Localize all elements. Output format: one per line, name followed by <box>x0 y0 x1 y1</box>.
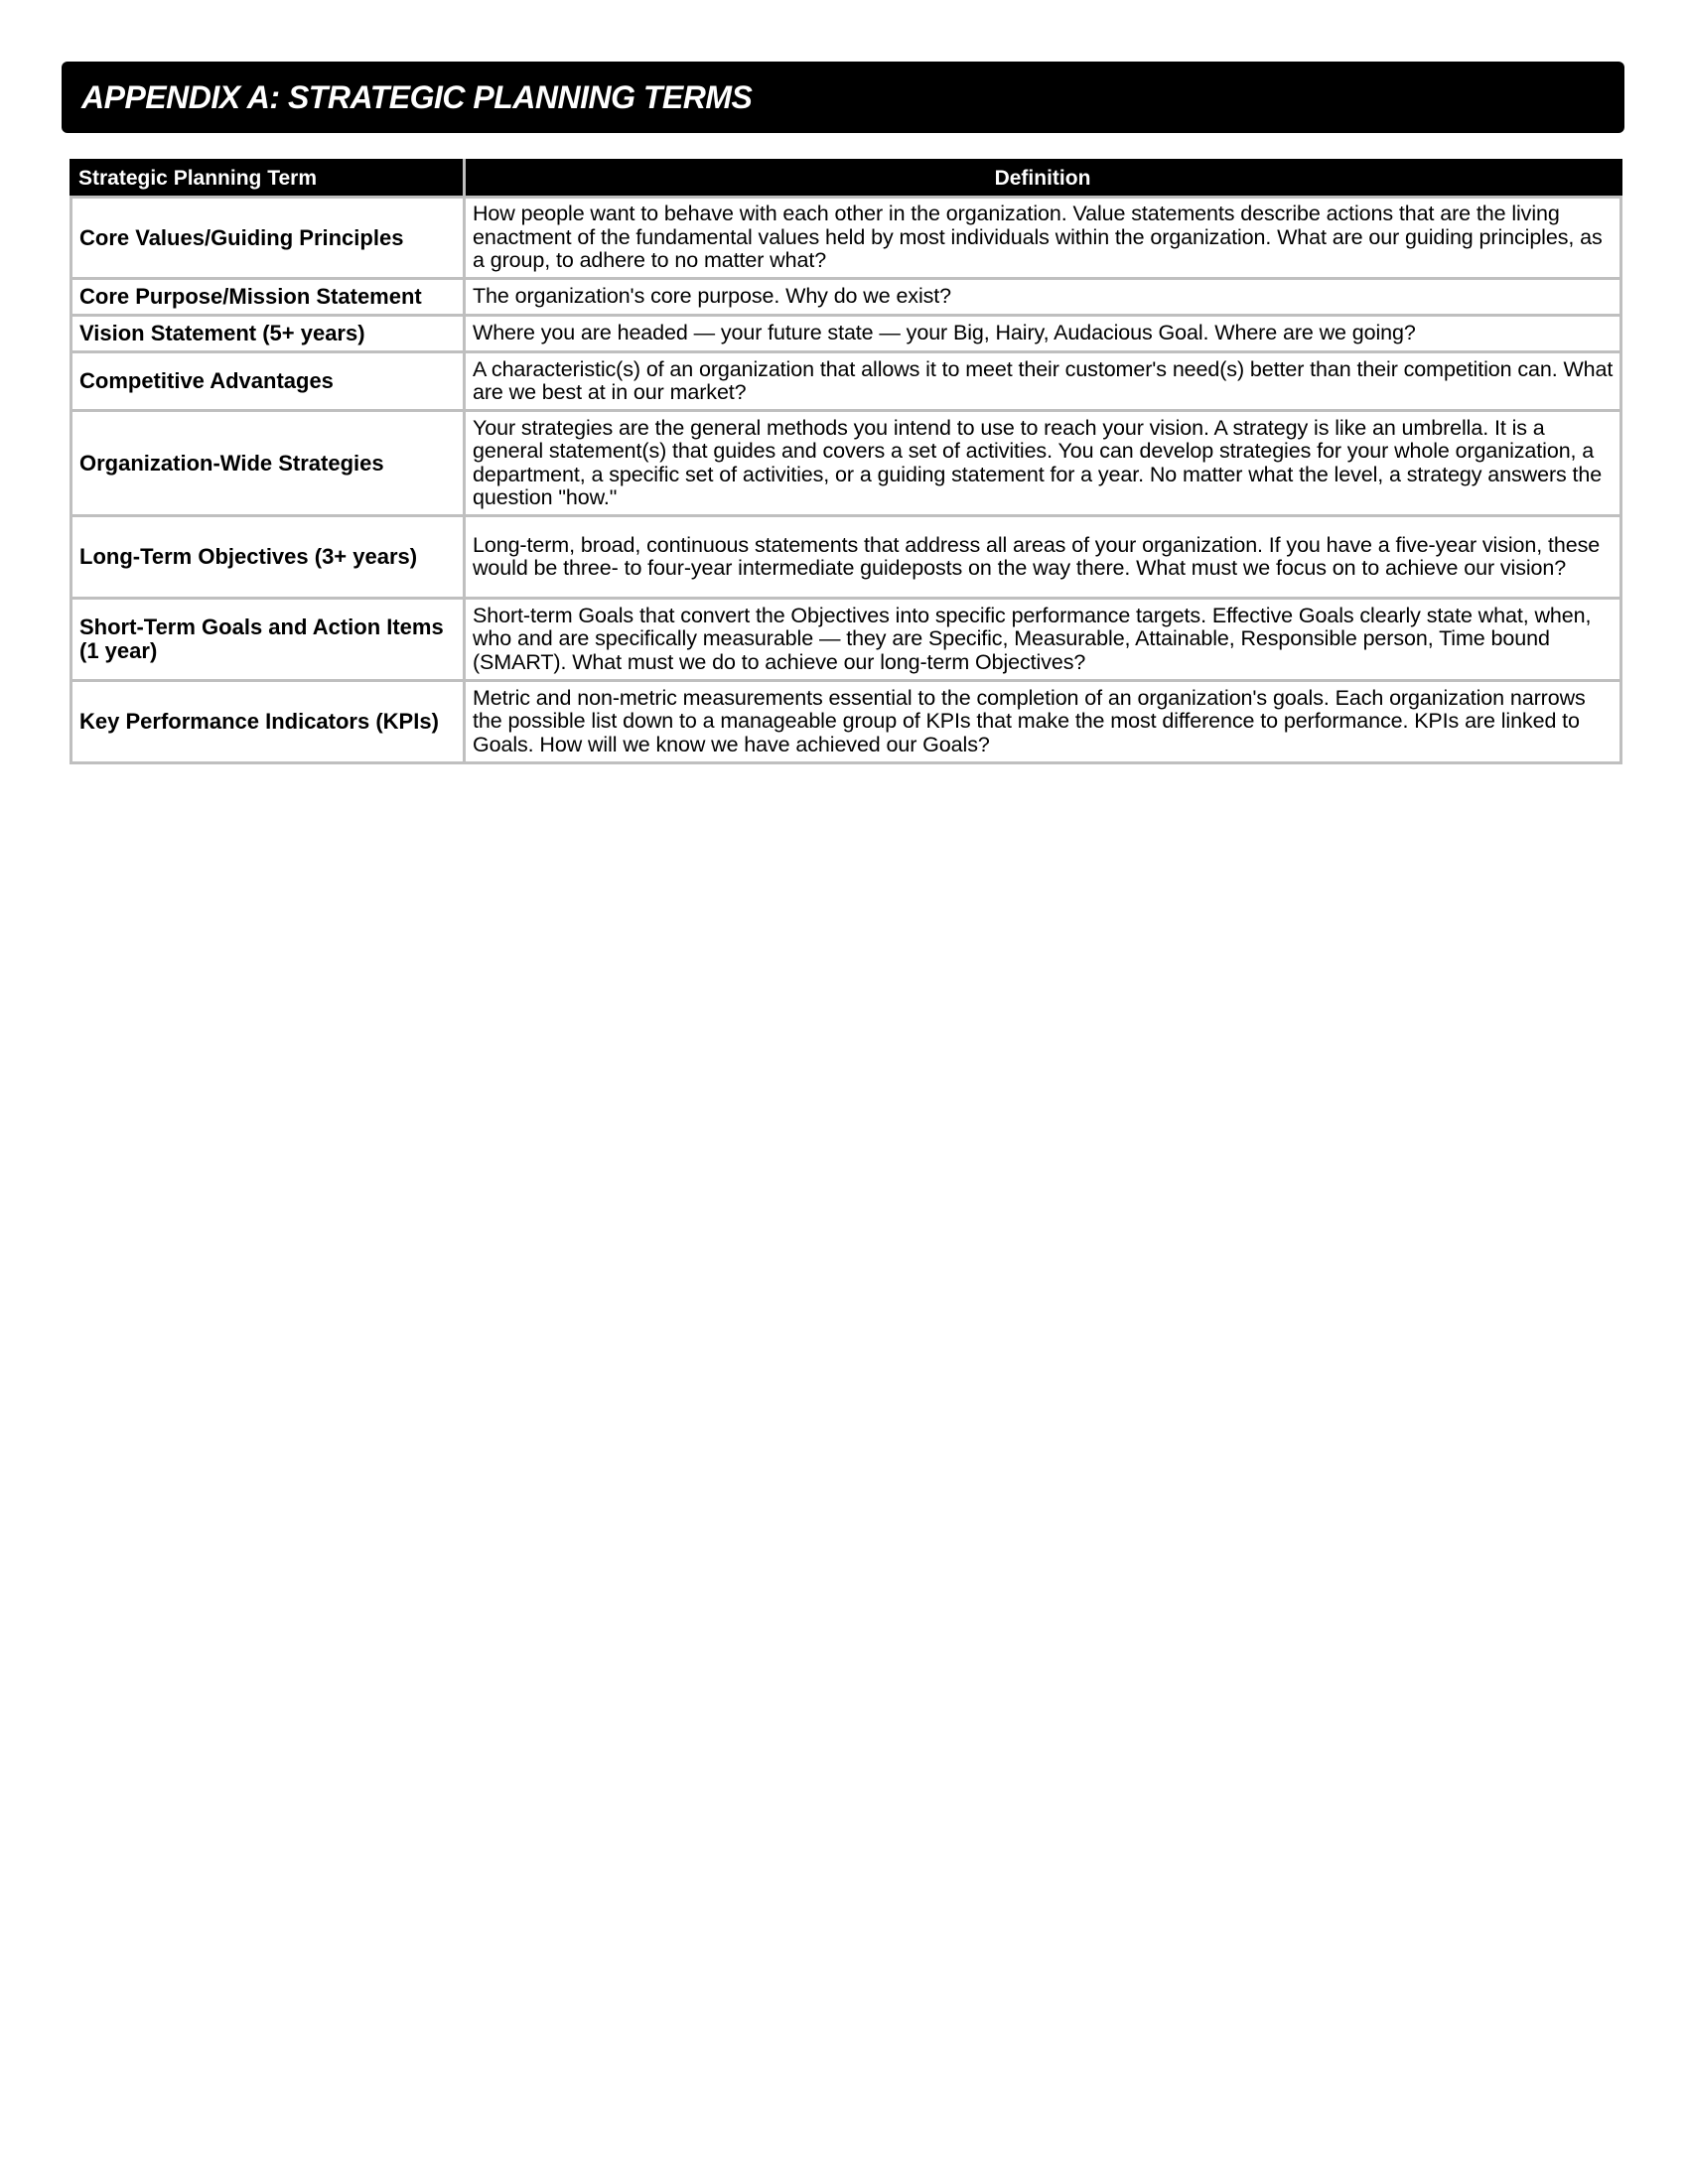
term-cell: Key Performance Indicators (KPIs) <box>71 681 465 763</box>
appendix-title-bar <box>62 62 1624 133</box>
definition-cell: Metric and non-metric measurements essential to the completion of an organization's goals. Each organization narrows the possible list down to a manageable group of KPIs that make the most difference to performance. KPIs are linked to Goals. How will we know we have achieved our Goals? <box>465 681 1621 763</box>
table-row <box>71 352 1621 411</box>
term-cell: Short-Term Goals and Action Items (1 year) <box>71 599 465 681</box>
page-title: APPENDIX A: STRATEGIC PLANNING TERMS <box>81 78 753 115</box>
table-row <box>71 279 1621 316</box>
definition-cell: Your strategies are the general methods you intend to use to reach your vision. A strategy is like an umbrella. It is a general statement(s) that guides and covers a set of activities. You can develop strategies for your whole organization, a department, a specific set of activities, or a guiding statement for a year. No matter what the level, a strategy answers the question "how." <box>465 411 1621 516</box>
term-cell: Long-Term Objectives (3+ years) <box>71 516 465 599</box>
strategic-terms-table <box>70 159 1622 764</box>
column-header-definition: Definition <box>465 161 1621 198</box>
term-cell: Vision Statement (5+ years) <box>71 316 465 352</box>
definition-cell: Where you are headed — your future state — your Big, Hairy, Audacious Goal. Where are we going? <box>465 316 1621 352</box>
table-row <box>71 599 1621 681</box>
table-row <box>71 411 1621 516</box>
table-row <box>71 516 1621 599</box>
definition-cell: A characteristic(s) of an organization that allows it to meet their customer's need(s) better than their competition can. What are we best at in our market? <box>465 352 1621 411</box>
term-cell: Core Values/Guiding Principles <box>71 198 465 279</box>
definition-cell: Long-term, broad, continuous statements that address all areas of your organization. If you have a five-year vision, these would be three- to four-year intermediate guideposts on the way there. What must we focus on to achieve our vision? <box>465 516 1621 599</box>
term-cell: Core Purpose/Mission Statement <box>71 279 465 316</box>
table-row <box>71 681 1621 763</box>
term-cell: Organization-Wide Strategies <box>71 411 465 516</box>
table-row <box>71 316 1621 352</box>
table-row <box>71 198 1621 279</box>
definition-cell: The organization's core purpose. Why do we exist? <box>465 279 1621 316</box>
column-header-term: Strategic Planning Term <box>71 161 465 198</box>
table-header-row <box>71 161 1621 198</box>
definition-cell: How people want to behave with each other in the organization. Value statements describe actions that are the living enactment of the fundamental values held by most individuals within the organization. What are our guiding principles, as a group, to adhere to no matter what? <box>465 198 1621 279</box>
term-cell: Competitive Advantages <box>71 352 465 411</box>
definition-cell: Short-term Goals that convert the Objectives into specific performance targets. Effective Goals clearly state what, when, who and are specifically measurable — they are Specific, Measurable, Attainable, Responsible person, Time bound (SMART). What must we do to achieve our long-term Objectives? <box>465 599 1621 681</box>
